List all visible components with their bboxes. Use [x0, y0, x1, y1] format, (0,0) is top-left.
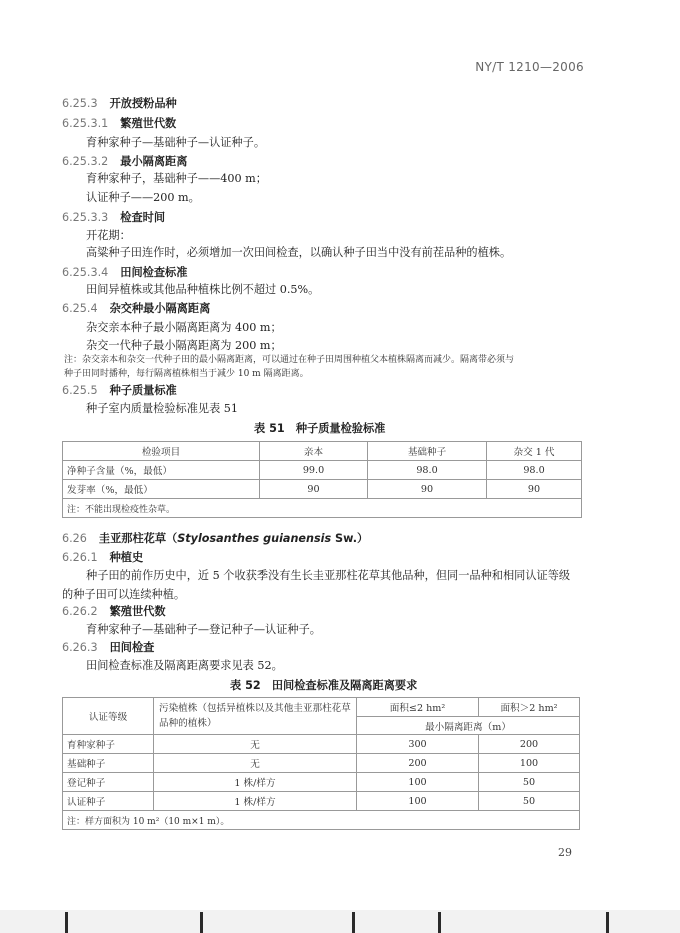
table-header-cell: 污染植株（包括异植株以及其他圭亚那柱花草品种的植株） [154, 698, 357, 735]
section-number: 6.25.3.1 [62, 117, 109, 130]
section-number: 6.25.3.3 [62, 211, 109, 224]
table-cell: 发芽率（%，最低） [63, 480, 260, 499]
table-row [63, 735, 580, 754]
table-cell: 90 [260, 480, 368, 499]
binding-mark [438, 912, 441, 933]
table-row [63, 754, 580, 773]
table-row [63, 480, 582, 499]
table-header-row [63, 442, 582, 461]
section-6-26-2 [62, 603, 166, 619]
table-header-cell: 最小隔离距离（m） [357, 717, 580, 735]
table-cell: 100 [357, 773, 479, 792]
table-cell: 无 [154, 754, 357, 773]
table-header-cell: 基础种子 [368, 442, 487, 461]
paragraph: 育种家种子—基础种子—认证种子。 [86, 136, 266, 149]
section-number: 6.25.3.4 [62, 266, 109, 279]
paragraph: 育种家种子—基础种子—登记种子—认证种子。 [86, 623, 321, 636]
section-title: 检查时间 [120, 211, 166, 224]
table-caption: 表 52 田间检查标准及隔离距离要求 [230, 679, 418, 692]
section-title: 圭亚那柱花草（ [98, 532, 178, 545]
table-header-cell: 杂交 1 代 [487, 442, 582, 461]
table-51 [62, 441, 582, 518]
note-line: 种子田同时播种，每行隔离植株相当于减少 10 m 隔离距离。 [64, 369, 309, 379]
section-number: 6.25.5 [62, 384, 98, 397]
paragraph: 的种子田可以连续种植。 [62, 588, 186, 601]
table-cell: 基础种子 [63, 754, 154, 773]
section-6-25-4 [62, 300, 210, 316]
table-cell: 90 [487, 480, 582, 499]
table-cell: 99.0 [260, 461, 368, 480]
table-note: 注：样方面积为 10 m²（10 m×1 m）。 [63, 811, 580, 830]
standard-code: NY/T 1210—2006 [475, 60, 584, 74]
section-number: 6.26.3 [62, 641, 98, 654]
section-6-26 [62, 530, 368, 546]
table-note-row [63, 499, 582, 518]
section-title: 繁殖世代数 [109, 605, 166, 618]
table-cell: 无 [154, 735, 357, 754]
table-row [63, 461, 582, 480]
binding-mark [65, 912, 68, 933]
section-6-25-3-4 [62, 264, 187, 280]
table-cell: 1 株/样方 [154, 773, 357, 792]
table-header-cell: 面积≤2 hm² [357, 698, 479, 717]
table-note: 注：不能出现检疫性杂草。 [63, 499, 582, 518]
paragraph: 种子室内质量检验标准见表 51 [86, 402, 239, 415]
paragraph: 种子田的前作历史中，近 5 个收获季没有生长圭亚那柱花草其他品种，但同一品种和相同认证等级 [86, 569, 571, 582]
section-number: 6.26 [62, 532, 87, 545]
table-row [63, 792, 580, 811]
table-row [63, 773, 580, 792]
section-number: 6.26.1 [62, 551, 98, 564]
binding-mark [200, 912, 203, 933]
table-header-cell: 认证等级 [63, 698, 154, 735]
table-header-cell: 检验项目 [63, 442, 260, 461]
table-cell: 90 [368, 480, 487, 499]
table-cell: 100 [357, 792, 479, 811]
table-cell: 98.0 [368, 461, 487, 480]
section-6-25-3-3 [62, 209, 165, 225]
note-line: 注：杂交亲本和杂交一代种子田的最小隔离距离，可以通过在种子田周围种植父本植株隔离而减少。隔离带必须与 [64, 355, 515, 365]
section-6-25-3-2 [62, 153, 187, 169]
section-title: 最小隔离距离 [120, 155, 188, 168]
latin-name: Stylosanthes guianensis [177, 532, 332, 545]
table-cell: 登记种子 [63, 773, 154, 792]
table-cell: 净种子含量（%，最低） [63, 461, 260, 480]
section-number: 6.25.3.2 [62, 155, 109, 168]
table-cell: 100 [479, 754, 580, 773]
section-number: 6.26.2 [62, 605, 98, 618]
table-cell: 育种家种子 [63, 735, 154, 754]
paragraph: 开花期： [86, 229, 131, 242]
author-name: Sw.） [331, 532, 369, 545]
table-cell: 200 [357, 754, 479, 773]
binding-mark [352, 912, 355, 933]
section-title: 杂交种最小隔离距离 [109, 302, 211, 315]
section-6-25-5 [62, 382, 177, 398]
section-title: 田间检查 [109, 641, 155, 654]
section-6-25-3-1 [62, 115, 176, 131]
table-header-row [63, 698, 580, 717]
table-52 [62, 697, 580, 830]
table-cell: 98.0 [487, 461, 582, 480]
table-cell: 50 [479, 773, 580, 792]
table-cell: 200 [479, 735, 580, 754]
section-number: 6.25.4 [62, 302, 98, 315]
paragraph: 育种家种子，基础种子——400 m； [86, 172, 267, 185]
paragraph: 田间检查标准及隔离距离要求见表 52。 [86, 659, 283, 672]
paragraph: 认证种子——200 m。 [86, 191, 200, 204]
binding-mark [606, 912, 609, 933]
table-header-cell: 面积＞2 hm² [479, 698, 580, 717]
section-title: 种子质量标准 [109, 384, 177, 397]
table-cell: 1 株/样方 [154, 792, 357, 811]
section-title: 开放授粉品种 [109, 97, 177, 110]
section-6-25-3 [62, 95, 177, 111]
page-number: 29 [558, 846, 572, 859]
table-cell: 认证种子 [63, 792, 154, 811]
table-cell: 50 [479, 792, 580, 811]
table-note-row [63, 811, 580, 830]
section-6-26-1 [62, 549, 143, 565]
section-number: 6.25.3 [62, 97, 98, 110]
paragraph: 杂交亲本种子最小隔离距离为 400 m； [86, 321, 282, 334]
section-title: 繁殖世代数 [120, 117, 177, 130]
table-cell: 300 [357, 735, 479, 754]
section-6-26-3 [62, 639, 154, 655]
section-title: 种植史 [109, 551, 144, 564]
scan-bottom-edge [0, 910, 680, 933]
section-title: 田间检查标准 [120, 266, 188, 279]
table-caption: 表 51 种子质量检验标准 [254, 422, 386, 435]
paragraph: 杂交一代种子最小隔离距离为 200 m； [86, 339, 282, 352]
paragraph: 高粱种子田连作时，必须增加一次田间检查，以确认种子田当中没有前茬品种的植株。 [86, 246, 512, 259]
table-header-cell: 亲本 [260, 442, 368, 461]
paragraph: 田间异植株或其他品种植株比例不超过 0.5%。 [86, 283, 320, 296]
